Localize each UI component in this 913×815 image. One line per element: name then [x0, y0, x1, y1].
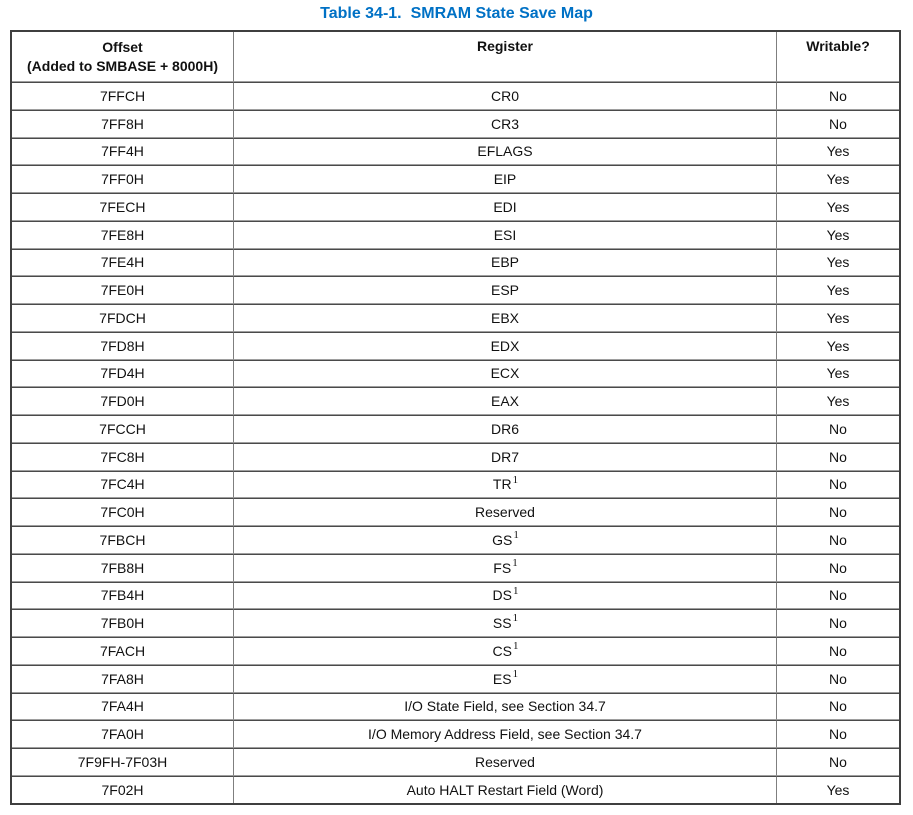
register-cell: CS$^1$ [234, 637, 777, 665]
footnote-marker: 1 [512, 584, 519, 597]
writable-cell: No [777, 471, 899, 499]
offset-cell: 7FD0H [12, 387, 234, 415]
table-row [12, 332, 899, 360]
register-cell: TR$^1$ [234, 471, 777, 499]
footnote-marker: 1 [512, 667, 519, 680]
writable-cell: No [777, 582, 899, 610]
writable-cell: No [777, 748, 899, 776]
register-cell: CR0 [234, 82, 777, 110]
table-row [12, 665, 899, 693]
table-body [12, 82, 899, 803]
offset-cell: 7FFCH [12, 82, 234, 110]
offset-cell: 7FE8H [12, 221, 234, 249]
offset-cell: 7FF4H [12, 138, 234, 166]
writable-cell: Yes [777, 776, 899, 803]
writable-cell: Yes [777, 193, 899, 221]
table-row [12, 582, 899, 610]
footnote-marker: 1 [512, 473, 519, 486]
table-row [12, 82, 899, 110]
offset-cell: 7FD4H [12, 360, 234, 388]
register-cell: DR6 [234, 415, 777, 443]
offset-cell: 7FE4H [12, 249, 234, 277]
register-cell: ECX [234, 360, 777, 388]
table-row [12, 776, 899, 803]
writable-cell: No [777, 498, 899, 526]
header-cell-offset [12, 32, 234, 82]
table-row [12, 526, 899, 554]
table-row [12, 443, 899, 471]
offset-cell: 7FB8H [12, 554, 234, 582]
writable-cell: Yes [777, 221, 899, 249]
register-cell: FS$^1$ [234, 554, 777, 582]
header-offset-line1: Offset [102, 38, 143, 55]
table-caption-title: SMRAM State Save Map [410, 5, 593, 22]
offset-cell: 7FC4H [12, 471, 234, 499]
offset-cell: 7FA8H [12, 665, 234, 693]
register-cell: EAX [234, 387, 777, 415]
table-row [12, 720, 899, 748]
offset-cell: 7FCCH [12, 415, 234, 443]
writable-cell: Yes [777, 165, 899, 193]
register-cell: I/O Memory Address Field, see Section 34.7 [234, 720, 777, 748]
header-offset-line2: (Added to SMBASE + 8000H) [27, 57, 218, 74]
table-header [12, 32, 899, 82]
offset-cell: 7FD8H [12, 332, 234, 360]
table-caption [0, 0, 913, 23]
table-row [12, 637, 899, 665]
table-row [12, 693, 899, 721]
offset-cell: 7FE0H [12, 276, 234, 304]
table-caption-number: Table 34-1. [320, 5, 402, 22]
register-cell: Reserved [234, 748, 777, 776]
offset-cell: 7FACH [12, 637, 234, 665]
register-cell: Auto HALT Restart Field (Word) [234, 776, 777, 803]
table-row [12, 415, 899, 443]
register-cell: DS$^1$ [234, 582, 777, 610]
table-row [12, 387, 899, 415]
table-row [12, 221, 899, 249]
table-row [12, 304, 899, 332]
footnote-marker: 1 [512, 640, 519, 653]
writable-cell: Yes [777, 249, 899, 277]
footnote-marker: 1 [512, 556, 518, 569]
register-cell: Reserved [234, 498, 777, 526]
header-cell-register: Register [234, 32, 777, 82]
offset-cell: 7FA4H [12, 693, 234, 721]
writable-cell: Yes [777, 332, 899, 360]
register-cell: SS$^1$ [234, 609, 777, 637]
writable-cell: No [777, 609, 899, 637]
table-row [12, 249, 899, 277]
writable-cell: Yes [777, 138, 899, 166]
table-row [12, 554, 899, 582]
register-cell: EBX [234, 304, 777, 332]
register-cell: EFLAGS [234, 138, 777, 166]
writable-cell: No [777, 720, 899, 748]
offset-cell: 7FECH [12, 193, 234, 221]
writable-cell: No [777, 526, 899, 554]
register-cell: EDX [234, 332, 777, 360]
writable-cell: No [777, 110, 899, 138]
table-row [12, 138, 899, 166]
table-row [12, 165, 899, 193]
register-cell: EDI [234, 193, 777, 221]
writable-cell: No [777, 637, 899, 665]
register-cell: ESI [234, 221, 777, 249]
smram-state-save-map-table [10, 30, 901, 805]
writable-cell: No [777, 665, 899, 693]
offset-cell: 7F9FH-7F03H [12, 748, 234, 776]
writable-cell: No [777, 554, 899, 582]
offset-cell: 7FA0H [12, 720, 234, 748]
footnote-marker: 1 [512, 612, 519, 625]
register-cell: EBP [234, 249, 777, 277]
table-row [12, 193, 899, 221]
offset-cell: 7FC0H [12, 498, 234, 526]
footnote-marker: 1 [513, 529, 519, 542]
writable-cell: No [777, 693, 899, 721]
register-cell: DR7 [234, 443, 777, 471]
offset-cell: 7FBCH [12, 526, 234, 554]
register-cell: EIP [234, 165, 777, 193]
offset-cell: 7FB0H [12, 609, 234, 637]
writable-cell: No [777, 415, 899, 443]
register-cell: GS$^1$ [234, 526, 777, 554]
table-row [12, 276, 899, 304]
offset-cell: 7FB4H [12, 582, 234, 610]
table-row [12, 609, 899, 637]
writable-cell: Yes [777, 387, 899, 415]
offset-cell: 7FF8H [12, 110, 234, 138]
header-cell-writable: Writable? [777, 32, 899, 82]
offset-cell: 7FDCH [12, 304, 234, 332]
header-row [12, 32, 899, 82]
writable-cell: Yes [777, 304, 899, 332]
writable-cell: Yes [777, 276, 899, 304]
register-cell: CR3 [234, 110, 777, 138]
table-row [12, 471, 899, 499]
offset-cell: 7F02H [12, 776, 234, 803]
table-row [12, 748, 899, 776]
table-row [12, 110, 899, 138]
writable-cell: No [777, 82, 899, 110]
writable-cell: Yes [777, 360, 899, 388]
offset-cell: 7FF0H [12, 165, 234, 193]
register-cell: I/O State Field, see Section 34.7 [234, 693, 777, 721]
table-row [12, 498, 899, 526]
writable-cell: No [777, 443, 899, 471]
register-cell: ES$^1$ [234, 665, 777, 693]
table-row [12, 360, 899, 388]
register-cell: ESP [234, 276, 777, 304]
offset-cell: 7FC8H [12, 443, 234, 471]
